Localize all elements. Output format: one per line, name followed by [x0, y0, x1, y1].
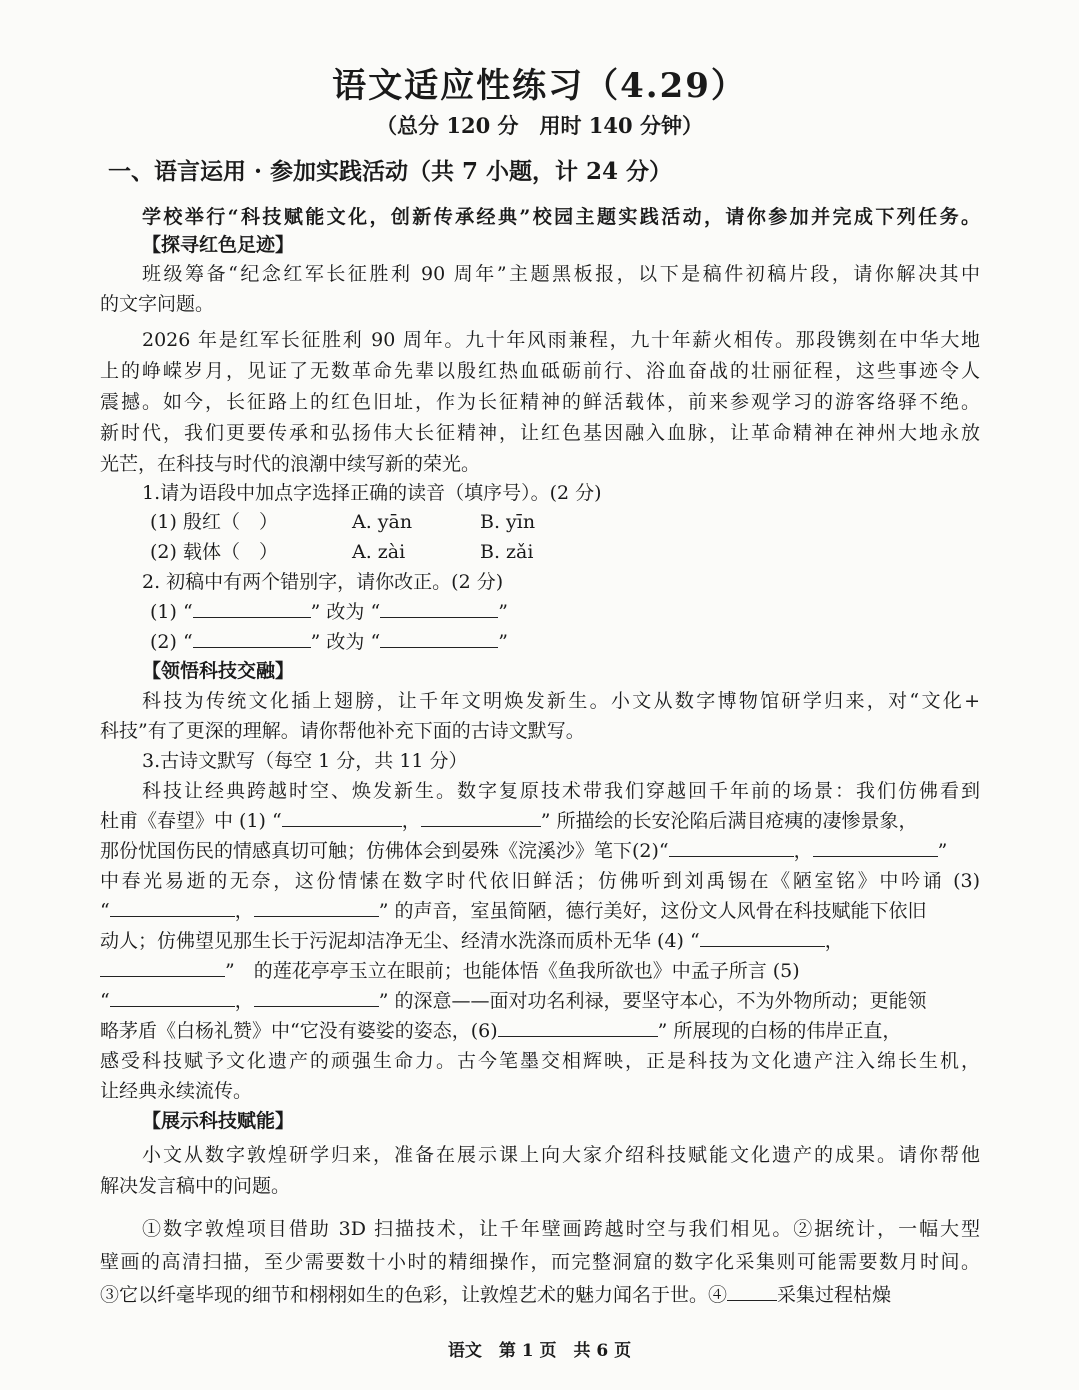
- answer-blank[interactable]: [813, 836, 938, 857]
- paragraph-line: 光芒，在科技与时代的浪潮中续写新的荣光。: [100, 453, 481, 475]
- answer-blank[interactable]: [193, 627, 311, 648]
- answer-blank[interactable]: [110, 896, 235, 917]
- q1-item-label: (2) 载体（ ）: [150, 541, 278, 563]
- heading-red-footprints: 【探寻红色足迹】: [142, 234, 295, 256]
- q2-row-mid: ” 改为 “: [310, 631, 381, 653]
- paragraph-line: 上的峥嵘岁月，见证了无数革命先辈以殷红热血砥砺前行、浴血奋战的壮丽征程，这些事迹令人: [100, 360, 980, 382]
- q2-row-num: (1) “: [150, 601, 193, 623]
- q3-line: [100, 896, 980, 926]
- answer-blank[interactable]: [254, 896, 379, 917]
- q3-text: 动人；仿佛望见那生长于污泥却洁净无尘、经清水洗涤而质朴无华 (4) “: [100, 930, 700, 952]
- q1-option-b: B. yīn: [480, 511, 536, 533]
- paragraph-line: 班级筹备“纪念红军长征胜利 90 周年”主题黑板报，以下是稿件初稿片段，请你解决其中: [142, 263, 980, 285]
- q2-row-num: (2) “: [150, 631, 193, 653]
- q3-line: [100, 836, 980, 866]
- q3-text: ” 所描绘的长安沦陷后满目疮痍的凄惨景象，: [540, 810, 918, 832]
- question-3-stem: 3.古诗文默写（每空 1 分，共 11 分）: [142, 750, 468, 772]
- q3-text: ，: [824, 930, 844, 952]
- q3-text: “: [100, 990, 110, 1012]
- q3-text: ，: [234, 990, 254, 1012]
- paragraph-line: 的文字问题。: [100, 293, 215, 315]
- page-title: 语文适应性练习（4.29）: [332, 66, 747, 106]
- q2-row-end: ”: [498, 631, 508, 653]
- paragraph-line: 科技为传统文化插上翅膀，让千年文明焕发新生。小文从数字博物馆研学归来，对“文化+: [142, 690, 980, 712]
- speech-text: 采集过程枯燥: [777, 1284, 892, 1306]
- q1-item-label: (1) 殷红（ ）: [150, 511, 278, 533]
- answer-blank[interactable]: [254, 986, 379, 1007]
- q3-text: ，: [793, 840, 813, 862]
- q3-text: ，: [401, 810, 421, 832]
- q3-line: 科技让经典跨越时空、焕发新生。数字复原技术带我们穿越回千年前的场景：我们仿佛看到: [142, 780, 980, 802]
- answer-blank[interactable]: [100, 956, 225, 977]
- q3-text: 杜甫《春望》中 (1) “: [100, 810, 282, 832]
- paragraph-line: 科技”有了更深的理解。请你帮他补充下面的古诗文默写。: [100, 720, 585, 742]
- answer-blank[interactable]: [700, 926, 825, 947]
- paragraph-line: 新时代，我们更要传承和弘扬伟大长征精神，让红色基因融入血脉，让革命精神在神州大地永放: [100, 422, 980, 444]
- speech-line: [100, 1280, 980, 1310]
- answer-blank[interactable]: [110, 986, 235, 1007]
- q3-line: 感受科技赋予文化遗产的顽强生命力。古今笔墨交相辉映，正是科技为文化遗产注入绵长生机，: [100, 1050, 980, 1072]
- answer-blank[interactable]: [380, 597, 498, 618]
- answer-blank[interactable]: [421, 806, 541, 827]
- q3-text: ” 的声音，室虽简陋，德行美好，这份文人风骨在科技赋能下依旧: [378, 900, 927, 922]
- q3-text: ” 的莲花亭亭玉立在眼前；也能体悟《鱼我所欲也》中孟子所言 (5): [225, 960, 800, 982]
- q3-text: ，: [234, 900, 254, 922]
- q3-line: 中春光易逝的无奈，这份情愫在数字时代依旧鲜活；仿佛听到刘禹锡在《陋室铭》中吟诵 (3): [100, 870, 980, 892]
- answer-blank[interactable]: [727, 1280, 777, 1301]
- q3-text: 略茅盾《白杨礼赞》中“它没有婆娑的姿态，(6): [100, 1020, 498, 1042]
- q2-row: [150, 597, 508, 627]
- q3-line: [100, 1016, 980, 1046]
- q3-line: 让经典永续流传。: [100, 1080, 253, 1102]
- answer-blank[interactable]: [380, 627, 498, 648]
- heading-tech-fusion: 【领悟科技交融】: [142, 660, 295, 682]
- paragraph-line: 2026 年是红军长征胜利 90 周年。九十年风雨兼程，九十年薪火相传。那段镌刻在中华大地: [142, 329, 980, 351]
- q3-text: 那份忧国伤民的情感真切可触；仿佛体会到晏殊《浣溪沙》笔下(2)“: [100, 840, 669, 862]
- q3-line: [100, 926, 980, 956]
- intro-text: 学校举行“科技赋能文化，创新传承经典”校园主题实践活动，请你参加并完成下列任务。: [142, 206, 980, 228]
- answer-blank[interactable]: [193, 597, 311, 618]
- speech-text: ③它以纤毫毕现的细节和栩栩如生的色彩，让敦煌艺术的魅力闻名于世。④: [100, 1284, 728, 1306]
- question-2-stem: 2. 初稿中有两个错别字，请你改正。(2 分): [142, 571, 504, 593]
- q2-row-mid: ” 改为 “: [310, 601, 381, 623]
- section-title: 一、语言运用 · 参加实践活动（共 7 小题，计 24 分）: [108, 158, 673, 185]
- q3-line: [100, 956, 980, 986]
- heading-tech-showcase: 【展示科技赋能】: [142, 1110, 295, 1132]
- q1-option-a: A. yān: [352, 511, 413, 533]
- q3-text: ”: [937, 840, 948, 862]
- q3-text: “: [100, 900, 110, 922]
- paragraph-line: 小文从数字敦煌研学归来，准备在展示课上向大家介绍科技赋能文化遗产的成果。请你帮他: [142, 1144, 980, 1166]
- q2-row: [150, 627, 508, 657]
- answer-blank[interactable]: [669, 836, 794, 857]
- paragraph-line: 震撼。如今，长征路上的红色旧址，作为长征精神的鲜活载体，前来参观学习的游客络驿不绝。: [100, 391, 980, 413]
- q3-text: ” 的深意——面对功名利禄，要坚守本心，不为外物所动；更能领: [378, 990, 927, 1012]
- answer-blank[interactable]: [498, 1016, 658, 1037]
- q1-option-b: B. zǎi: [480, 541, 534, 563]
- paragraph-line: 解决发言稿中的问题。: [100, 1175, 291, 1197]
- page-footer: 语文 第 1 页 共 6 页: [447, 1341, 632, 1361]
- answer-blank[interactable]: [282, 806, 402, 827]
- q1-option-a: A. zài: [352, 541, 406, 563]
- q3-text: ” 所展现的白杨的伟岸正直，: [657, 1020, 902, 1042]
- question-1-stem: 1.请为语段中加点字选择正确的读音（填序号）。(2 分): [142, 482, 602, 504]
- q2-row-end: ”: [498, 601, 508, 623]
- speech-line: ①数字敦煌项目借助 3D 扫描技术，让千年壁画跨越时空与我们相见。②据统计，一幅大型: [142, 1218, 980, 1240]
- q3-line: [100, 986, 980, 1016]
- speech-line: 壁画的高清扫描，至少需要数十小时的精细操作，而完整洞窟的数字化采集则可能需要数月时间。: [100, 1251, 980, 1273]
- page-subtitle: （总分 120 分 用时 140 分钟）: [376, 113, 703, 138]
- q3-line: [100, 806, 980, 836]
